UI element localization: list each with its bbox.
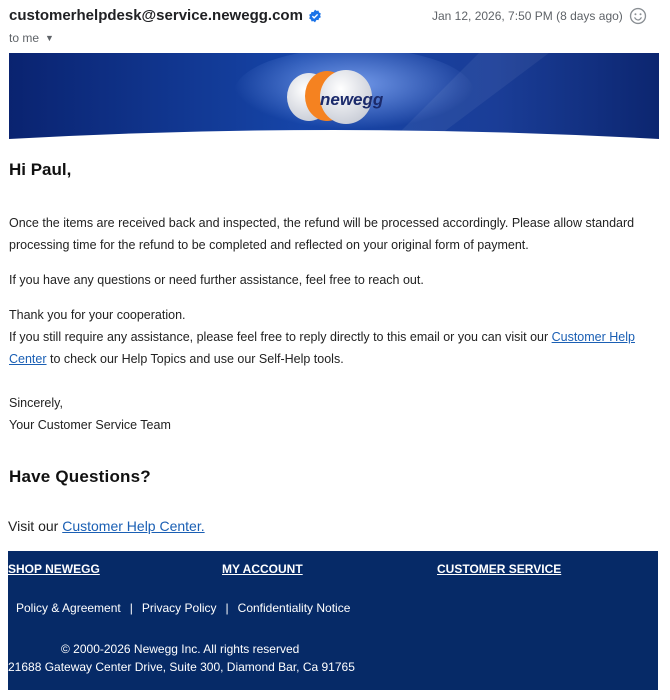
email-footer [8,551,658,690]
footer-separator: | [225,601,229,615]
chevron-down-icon: ▼ [45,33,54,43]
recipient-toggle[interactable] [9,31,54,45]
sender-address[interactable]: customerhelpdesk@service.newegg.com [9,7,303,24]
greeting: Hi Paul, [9,160,72,179]
policy-agreement-link[interactable]: Policy & Agreement [16,601,121,615]
help-text-before: If you still require any assistance, please feel free to reply directly to this email or you can visit our [9,330,552,344]
verified-badge-icon [308,9,322,23]
footer-nav-customer-service[interactable]: CUSTOMER SERVICE [437,562,562,576]
have-questions-heading: Have Questions? [9,467,151,486]
sender-row [9,7,322,24]
closing-block [9,392,649,436]
email-date: Jan 12, 2026, 7:50 PM (8 days ago) [432,9,623,23]
banner-graphic [9,53,659,143]
visit-line [8,518,205,534]
footer-links [16,601,350,615]
company-address: 21688 Gateway Center Drive, Suite 300, Diamond Bar, Ca 91765 [8,660,355,674]
visit-prefix: Visit our [8,518,63,534]
recipient-label: to me [9,31,40,45]
privacy-policy-link[interactable]: Privacy Policy [141,601,217,615]
paragraph-questions: If you have any questions or need further assistance, feel free to reach out. [9,273,424,287]
footer-nav-shop[interactable]: SHOP NEWEGG [8,562,100,576]
thanks-line: Thank you for your cooperation. [9,308,186,322]
add-reaction-icon[interactable] [629,7,647,25]
footer-nav-account[interactable]: MY ACCOUNT [222,562,303,576]
email-header [0,0,670,52]
signature: Your Customer Service Team [9,418,171,432]
paragraph-thanks [9,304,649,370]
paragraph-refund: Once the items are received back and inspected, the refund will be processed accordingly. Please allow standard processing time for the refund to be completed and reflected on your original form of payment. [9,216,635,252]
copyright: © 2000-2026 Newegg Inc. All rights reserved [61,642,300,656]
footer-separator: | [129,601,133,615]
closing: Sincerely, [9,396,63,410]
newegg-banner [9,53,659,143]
help-line [9,326,649,370]
newegg-logo-text: newegg [320,90,384,109]
confidentiality-notice-link[interactable]: Confidentiality Notice [237,601,351,615]
customer-help-center-link[interactable]: Customer Help Center [9,330,635,366]
visit-help-center-link[interactable]: Customer Help Center. [62,518,205,534]
help-text-after: to check our Help Topics and use our Self-Help tools. [46,352,344,366]
